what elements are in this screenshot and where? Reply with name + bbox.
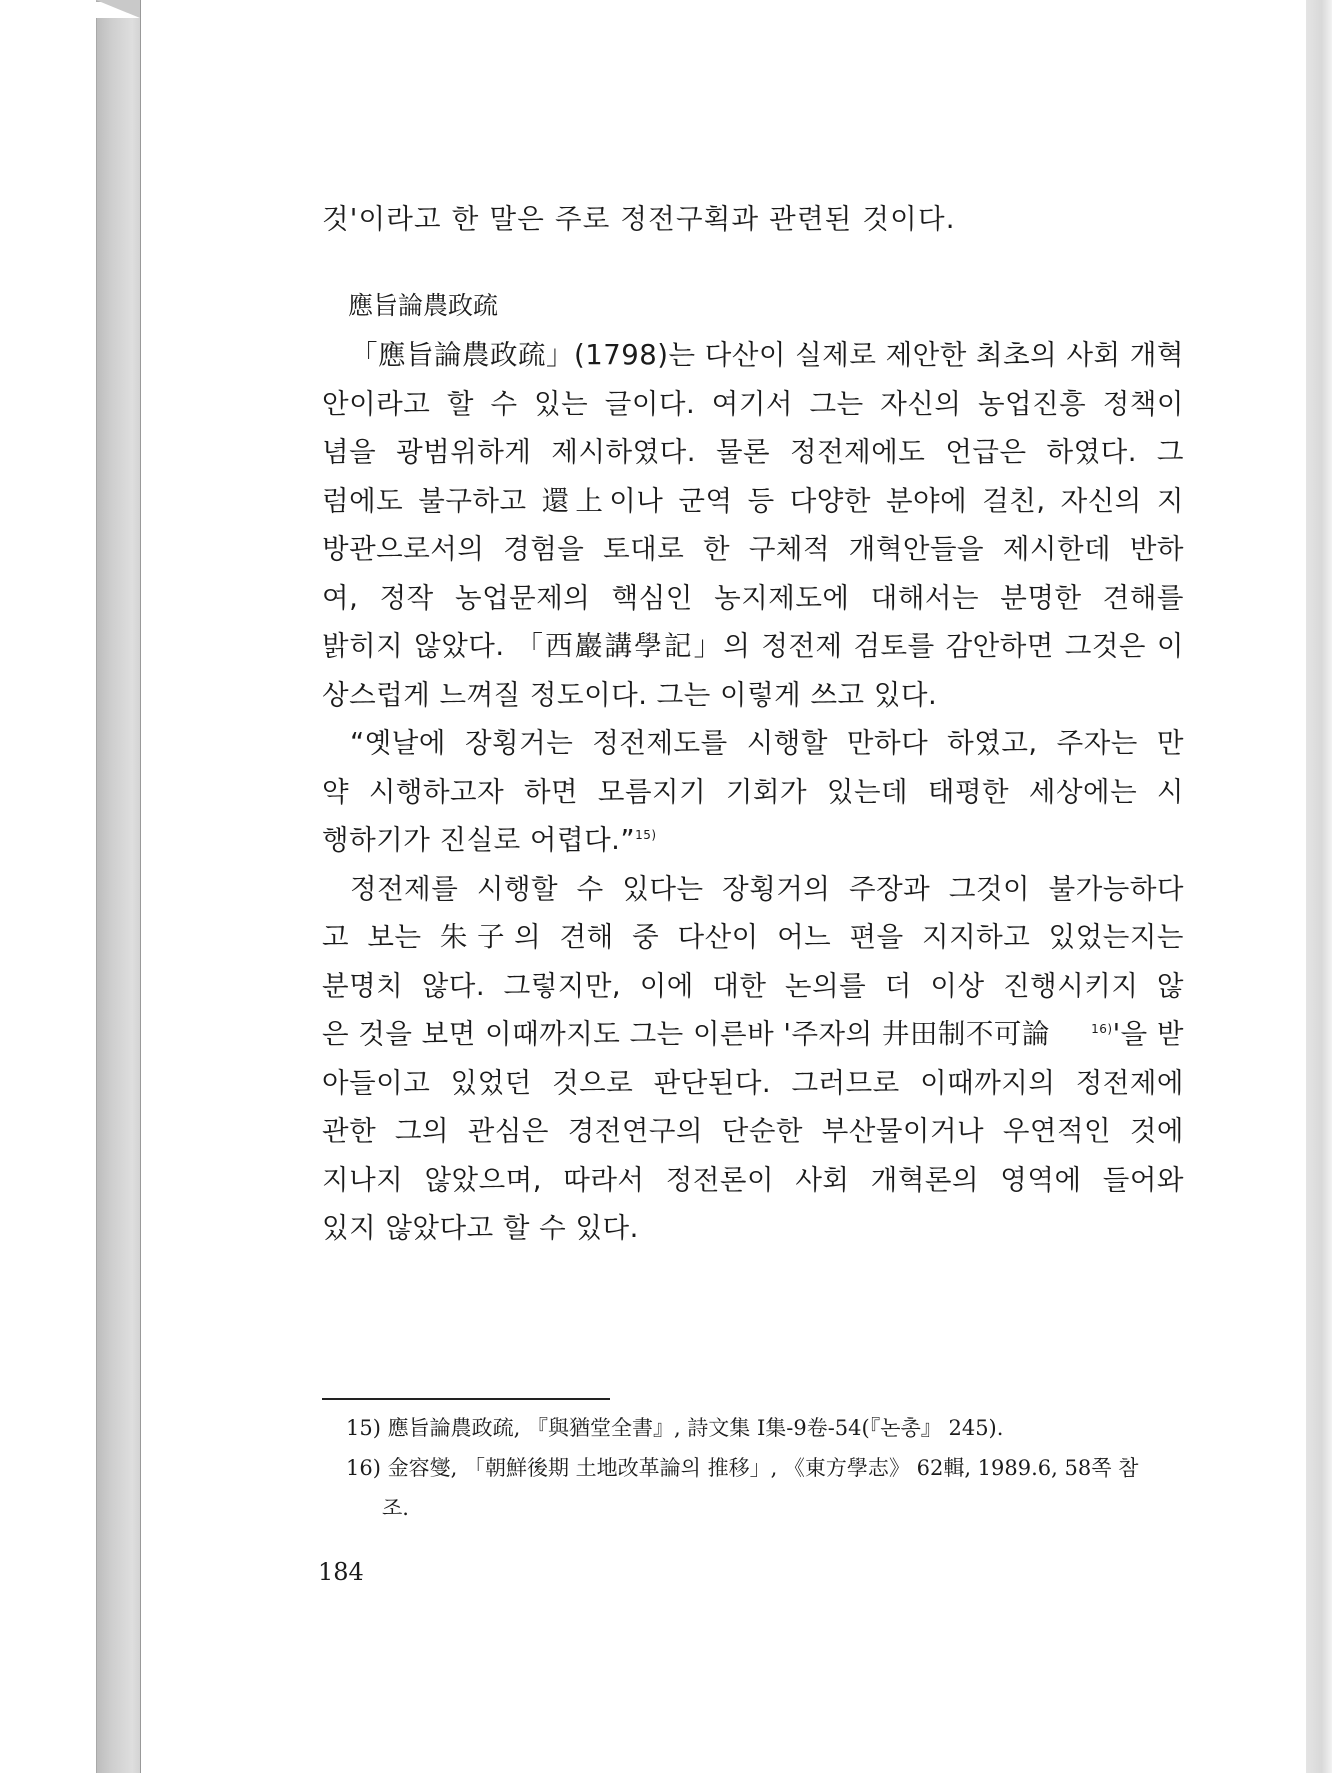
footnotes [346, 1408, 1186, 1528]
footnote-ref-16[interactable]: 16) [1091, 1021, 1113, 1036]
section-heading: 應旨論農政疏 [348, 291, 499, 320]
text-line: 약 시행하고자 하면 모름지기 기회가 있는데 태평한 세상에는 시 [322, 775, 1184, 808]
footnote-16: 16) 金容燮, 「朝鮮後期 土地改革論의 推移」, 《東方學志》 62輯, 1989.6, 58쪽 참 [346, 1456, 1139, 1480]
book-spine [96, 18, 142, 1773]
text-line: 관한 그의 관심은 경전연구의 단순한 부산물이거나 우연적인 것에 [322, 1115, 1184, 1147]
text-line: “옛날에 장횡거는 정전제도를 시행할 만하다 하였고, 주자는 만 [350, 727, 1184, 759]
text-line: 지나지 않았으며, 따라서 정전론이 사회 개혁론의 영역에 들어와 [322, 1163, 1184, 1196]
footnote-15: 15) 應旨論農政疏, 『與猶堂全書』, 詩文集 I集-9卷-54(『논총』 245). [346, 1416, 1004, 1440]
page-edge-shadow [1306, 0, 1332, 1773]
footnote-divider [322, 1398, 610, 1400]
text-line: 여, 정작 농업문제의 핵심인 농지제도에 대해서는 분명한 견해를 [322, 581, 1184, 614]
text-line-part: 은 것을 보면 이때까지도 그는 이른바 '주자의 井田制不可論 [322, 1018, 1050, 1050]
text-line: 럼에도 불구하고 還上이나 군역 등 다양한 분야에 걸친, 자신의 지 [322, 484, 1184, 517]
text-line: 「應旨論農政疏」(1798)는 다산이 실제로 제안한 최초의 사회 개혁 [350, 339, 1184, 371]
quote-end-text: 행하기가 진실로 어렵다.” [322, 824, 636, 856]
text-line: 정전제를 시행할 수 있다는 장횡거의 주장과 그것이 불가능하다 [350, 872, 1184, 905]
text-line: 아들이고 있었던 것으로 판단된다. 그러므로 이때까지의 정전제에 [322, 1066, 1184, 1099]
text-line: 밝히지 않았다. 「西巖講學記」의 정전제 검토를 감안하면 그것은 이 [322, 630, 1184, 662]
body-text [322, 331, 1184, 1253]
text-line: 방관으로서의 경험을 토대로 한 구체적 개혁안들을 제시한데 반하 [322, 533, 1184, 565]
text-line-tail-text: '을 받 [1112, 1018, 1184, 1050]
text-line [322, 816, 1184, 865]
footnote-ref-15[interactable]: 15) [635, 827, 657, 842]
text-line: 있지 않았다고 할 수 있다. [322, 1212, 639, 1244]
text-line: 념을 광범위하게 제시하였다. 물론 정전제에도 언급은 하였다. 그 [322, 436, 1184, 468]
text-line: 고 보는 朱子의 견해 중 다산이 어느 편을 지지하고 있었는지는 [322, 921, 1184, 953]
text-line-tail [1091, 1010, 1184, 1059]
continuation-line: 것'이라고 한 말은 주로 정전구획과 관련된 것이다. [322, 203, 956, 235]
text-line: 상스럽게 느껴질 정도이다. 그는 이렇게 쓰고 있다. [322, 678, 938, 711]
text-line [322, 1010, 1184, 1059]
text-line: 분명치 않다. 그렇지만, 이에 대한 논의를 더 이상 진행시키지 않 [322, 969, 1184, 1002]
text-line: 안이라고 할 수 있는 글이다. 여기서 그는 자신의 농업진흥 정책이 [322, 387, 1184, 420]
book-corner [96, 0, 140, 18]
footnote-16-continued: 조. [382, 1496, 409, 1520]
page-number: 184 [318, 1558, 364, 1586]
